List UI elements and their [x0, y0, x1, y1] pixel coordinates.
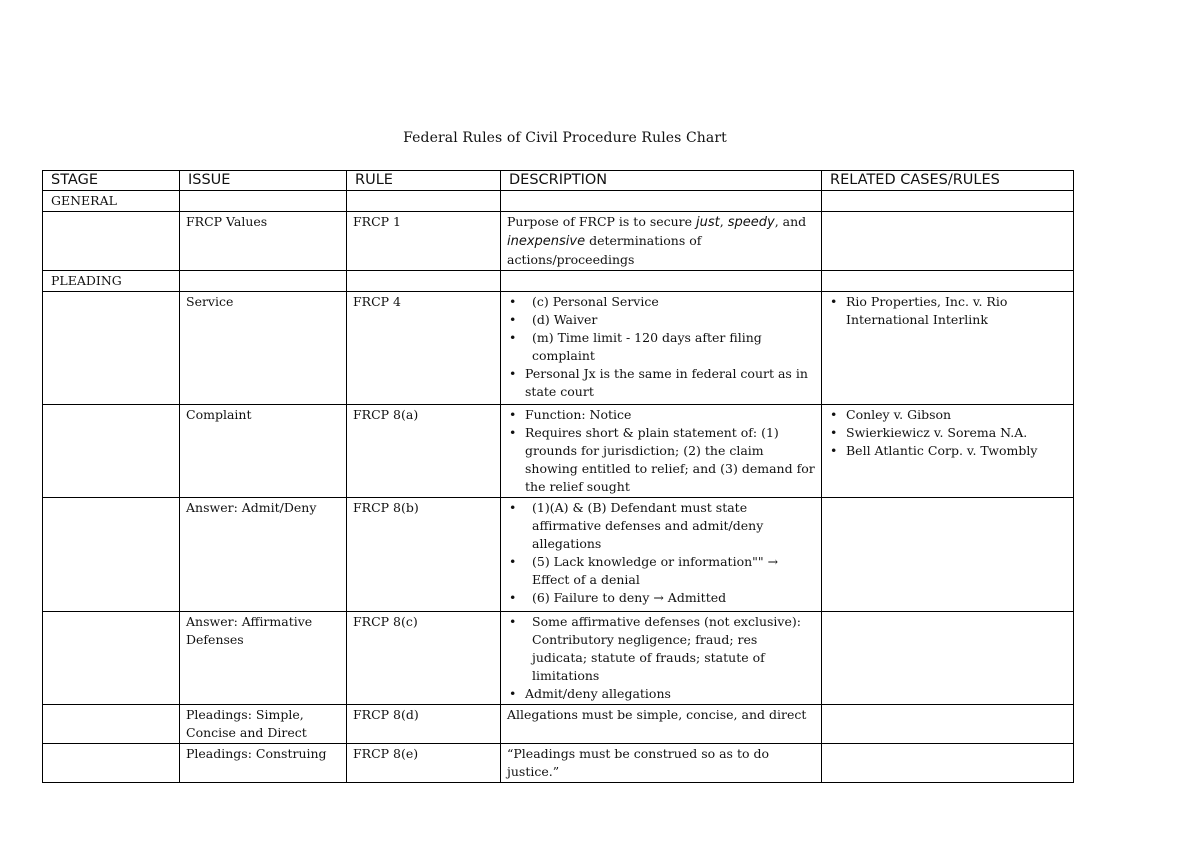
list-item: • Personal Jx is the same in federal court as in state court	[507, 365, 815, 401]
list-item: • (6) Failure to deny → Admitted	[507, 589, 815, 607]
header-description: DESCRIPTION	[501, 171, 822, 191]
list-item: • (1)(A) & (B) Defendant must state affirmative defenses and admit/deny allegations	[507, 499, 815, 553]
section-label-general: GENERAL	[43, 191, 180, 212]
table-row	[43, 612, 1074, 705]
issue-cell: FRCP Values	[180, 212, 347, 271]
table-row	[43, 705, 1074, 744]
issue-cell: Pleadings: Construing	[180, 744, 347, 783]
list-item: • Bell Atlantic Corp. v. Twombly	[828, 442, 1067, 460]
list-item: • Requires short & plain statement of: (1) grounds for jurisdiction; (2) the claim showing entitled to relief; and (3) demand for the relief sought	[507, 424, 815, 496]
list-item: • (m) Time limit - 120 days after filing complaint	[507, 329, 815, 365]
related-cell	[822, 405, 1074, 498]
rule-cell: FRCP 8(c)	[347, 612, 501, 705]
list-item: • Some affirmative defenses (not exclusive): Contributory negligence; fraud; res judicata; statute of frauds; statute of limitations	[507, 613, 815, 685]
table-row	[43, 744, 1074, 783]
list-item: • Admit/deny allegations	[507, 685, 815, 703]
table-row	[43, 292, 1074, 405]
issue-cell: Service	[180, 292, 347, 405]
header-related: RELATED CASES/RULES	[822, 171, 1074, 191]
list-item: • (5) Lack knowledge or information"" → Effect of a denial	[507, 553, 815, 589]
document-title: Federal Rules of Civil Procedure Rules Chart	[403, 130, 727, 146]
rule-cell: FRCP 8(b)	[347, 498, 501, 612]
rule-cell: FRCP 8(d)	[347, 705, 501, 744]
list-item: • Conley v. Gibson	[828, 406, 1067, 424]
issue-cell: Complaint	[180, 405, 347, 498]
header-row	[43, 171, 1074, 191]
issue-cell: Pleadings: Simple, Concise and Direct	[180, 705, 347, 744]
header-stage: STAGE	[43, 171, 180, 191]
issue-cell: Answer: Admit/Deny	[180, 498, 347, 612]
table-row	[43, 405, 1074, 498]
description-cell: “Pleadings must be construed so as to do justice.”	[501, 744, 822, 783]
description-cell	[501, 292, 822, 405]
description-cell	[501, 612, 822, 705]
rules-table	[42, 170, 1074, 783]
list-item: • Rio Properties, Inc. v. Rio International Interlink	[828, 293, 1067, 329]
description-cell: Purpose of FRCP is to secure just, speedy, and inexpensive determinations of actions/proceedings	[501, 212, 822, 271]
rule-cell: FRCP 8(a)	[347, 405, 501, 498]
rule-cell: FRCP 8(e)	[347, 744, 501, 783]
rule-cell: FRCP 1	[347, 212, 501, 271]
section-label-pleading: PLEADING	[43, 271, 180, 292]
section-row-general	[43, 191, 1074, 212]
rule-cell: FRCP 4	[347, 292, 501, 405]
section-row-pleading	[43, 271, 1074, 292]
related-cell	[822, 292, 1074, 405]
list-item: • Swierkiewicz v. Sorema N.A.	[828, 424, 1067, 442]
description-cell	[501, 498, 822, 612]
description-cell	[501, 405, 822, 498]
header-rule: RULE	[347, 171, 501, 191]
description-cell: Allegations must be simple, concise, and direct	[501, 705, 822, 744]
list-item: • (d) Waiver	[507, 311, 815, 329]
table-row	[43, 498, 1074, 612]
list-item: • (c) Personal Service	[507, 293, 815, 311]
issue-cell: Answer: Affirmative Defenses	[180, 612, 347, 705]
header-issue: ISSUE	[180, 171, 347, 191]
list-item: • Function: Notice	[507, 406, 815, 424]
table-row	[43, 212, 1074, 271]
